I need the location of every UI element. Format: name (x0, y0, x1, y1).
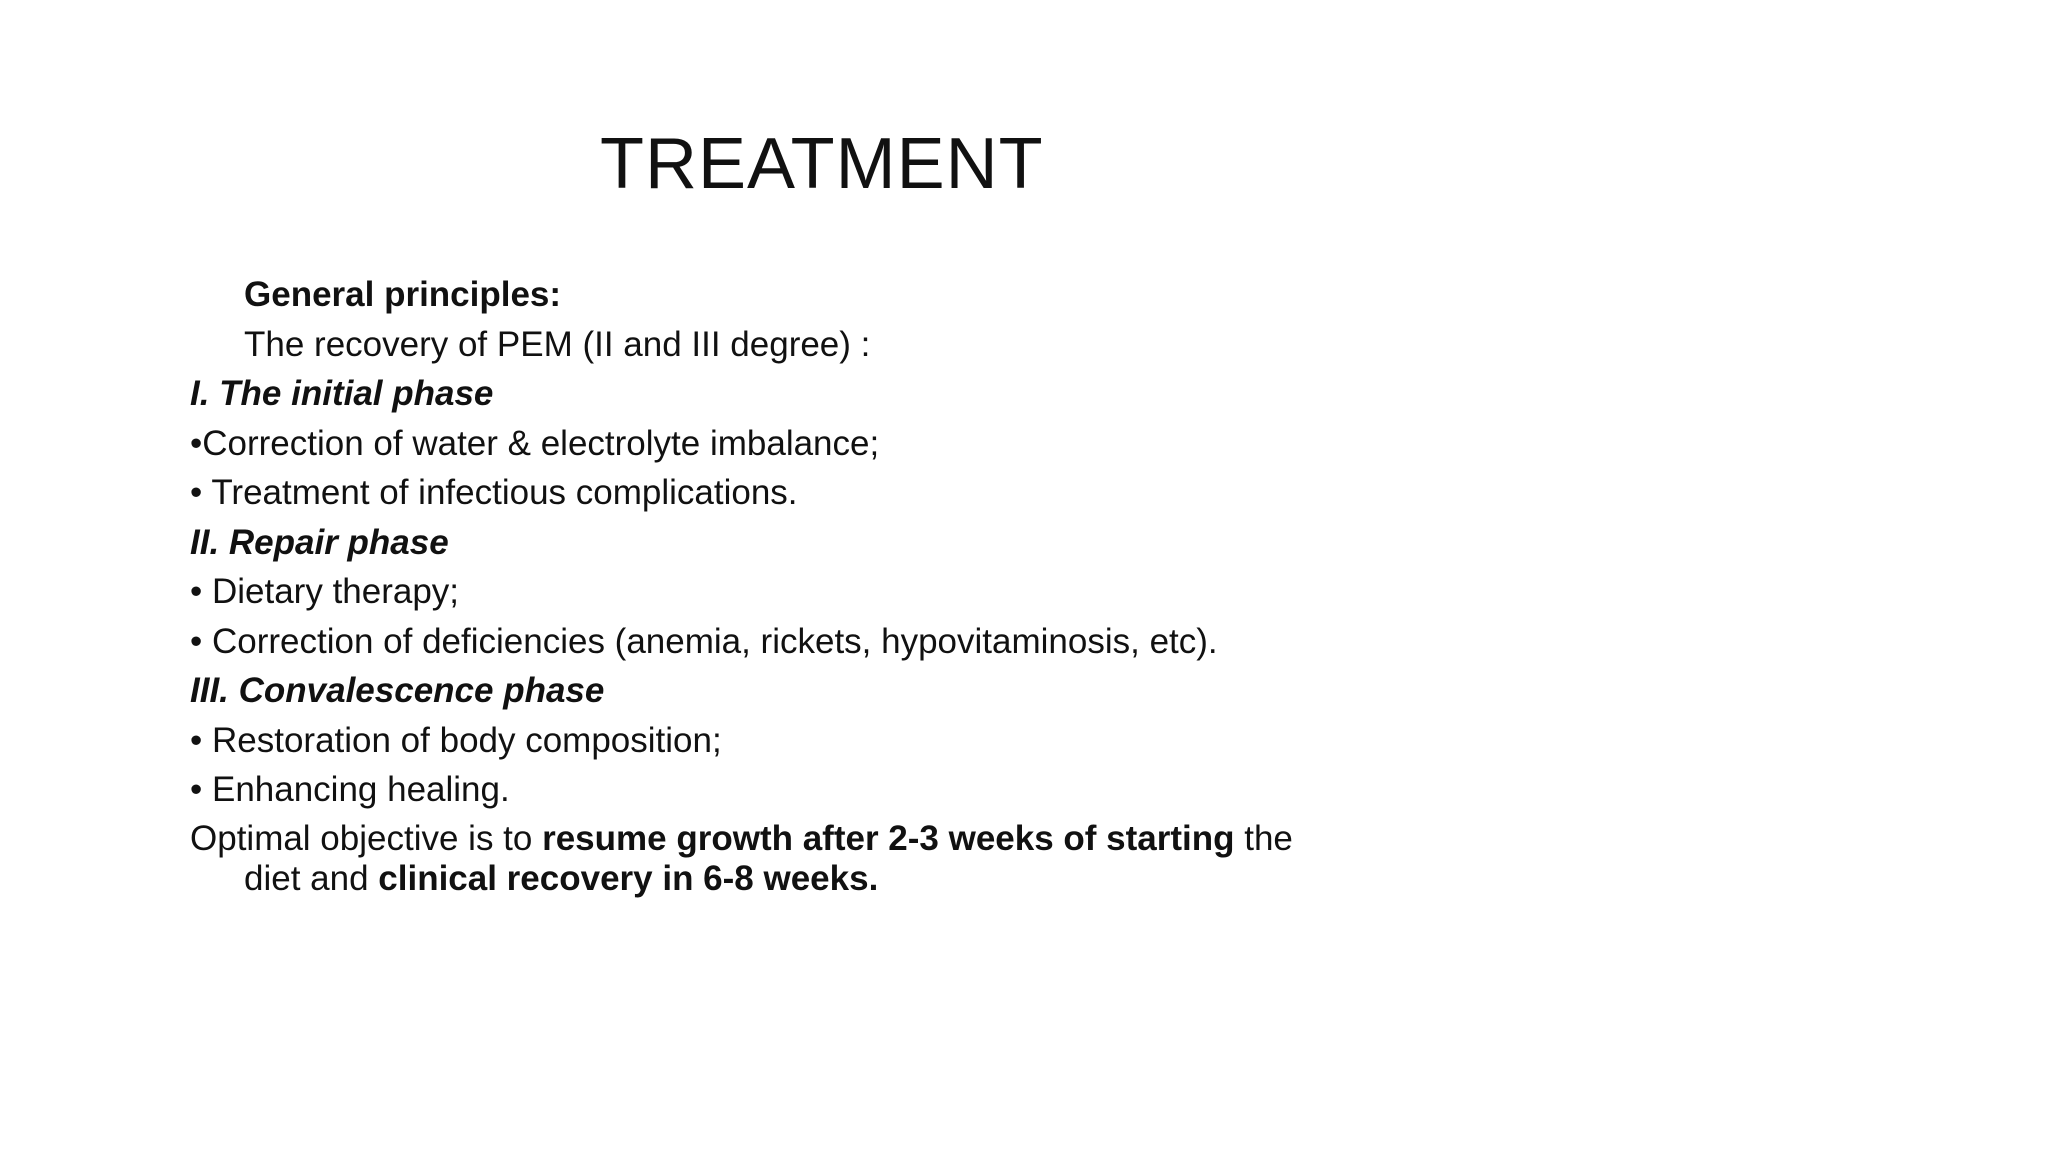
recovery-line: The recovery of PEM (II and III degree) : (244, 324, 871, 364)
bullet-item: • Treatment of infectious complications. (190, 473, 798, 512)
objective-text: Optimal objective is to (190, 818, 543, 858)
bullet-item: •Correction of water & electrolyte imbalance; (190, 423, 880, 463)
objective-text: the (1234, 818, 1293, 858)
slide-title: TREATMENT (600, 124, 1044, 204)
phase-heading-convalescence: III. Convalescence phase (190, 671, 605, 710)
optimal-objective (190, 819, 1490, 899)
objective-bold-growth: resume growth after 2-3 weeks of starting (542, 818, 1235, 858)
general-principles-heading: General principles: (244, 275, 562, 314)
objective-bold-recovery: clinical recovery in 6-8 weeks. (378, 858, 879, 898)
bullet-item: • Dietary therapy; (190, 572, 460, 611)
objective-text: diet and (244, 858, 379, 898)
phase-heading-repair: II. Repair phase (190, 522, 449, 562)
bullet-item: • Enhancing healing. (190, 770, 510, 809)
bullet-item: • Correction of deficiencies (anemia, rickets, hypovitaminosis, etc). (190, 621, 1218, 661)
bullet-item: • Restoration of body composition; (190, 720, 722, 760)
objective-continuation (190, 859, 1490, 899)
phase-heading-initial: I. The initial phase (190, 374, 494, 413)
slide-content (190, 270, 1490, 899)
